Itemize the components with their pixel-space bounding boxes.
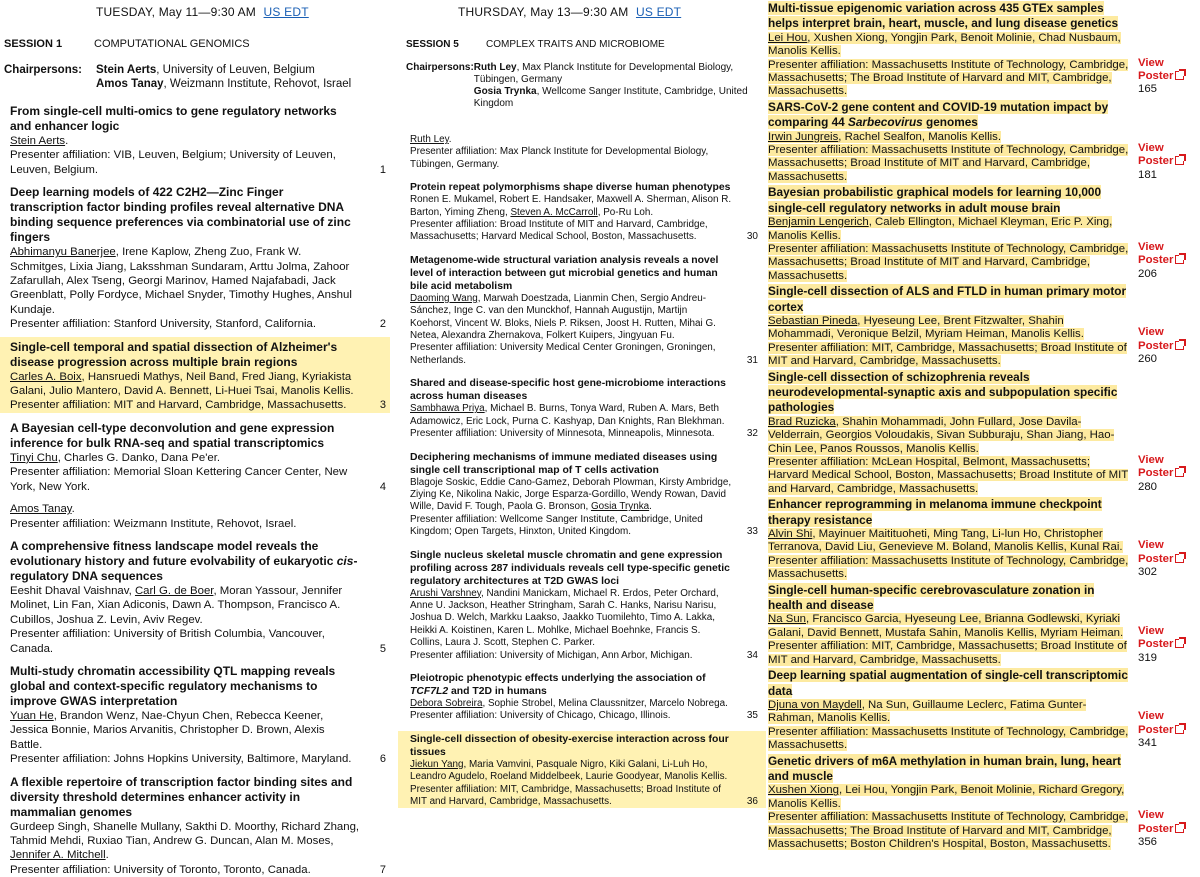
presenter-affiliation: Presenter affiliation: Wellcome Sanger Institute, Cambridge, United Kingdom; Open Targets, Hinxton, United Kingdom. bbox=[410, 513, 703, 538]
abstract-number: 35 bbox=[746, 710, 758, 722]
presenter-affiliation: Presenter affiliation: University of Minnesota, Minneapolis, Minnesota. bbox=[410, 428, 715, 440]
presenter-name: Sebastian Pineda bbox=[768, 314, 858, 327]
session-heading bbox=[406, 39, 766, 50]
poster-label[interactable]: Poster bbox=[1138, 254, 1174, 267]
session-name: COMPLEX TRAITS AND MICROBIOME bbox=[486, 39, 665, 50]
view-poster-link[interactable] bbox=[1138, 142, 1196, 182]
talk-entry-highlighted bbox=[0, 337, 390, 413]
poster-number: 280 bbox=[1138, 480, 1158, 493]
poster-title: Bayesian probabilistic graphical models for learning 10,000 single-cell regulatory networks in adult mouse brain bbox=[768, 185, 1102, 215]
day-header bbox=[0, 0, 390, 20]
session-name: COMPUTATIONAL GENOMICS bbox=[94, 38, 250, 50]
talk-entry bbox=[398, 179, 766, 244]
talk-authors: Jiekun Yang, Maria Vamvini, Pasquale Nigro, Kiki Galani, Li-Luh Ho, Leandro Agudelo, Roeland Middelbeek, Laurie Goodyear, Manolis Kellis. bbox=[410, 758, 728, 783]
chairperson: Stein Aerts, University of Leuven, Belgium bbox=[96, 64, 315, 76]
view-label[interactable]: View bbox=[1138, 539, 1164, 552]
talk-title: Deciphering mechanisms of immune mediated diseases using single cell transcriptional map of T cells activation bbox=[410, 451, 718, 476]
talk-entry bbox=[0, 101, 390, 177]
presenter-name: Djuna von Maydell bbox=[768, 698, 862, 711]
presenter-affiliation: Presenter affiliation: University Medical Center Groningen, Groningen, Netherlands. bbox=[410, 342, 716, 366]
presenter-affiliation: Presenter affiliation: Massachusetts Institute of Technology, Cambridge, Massachusetts. bbox=[768, 554, 1129, 581]
presenter-affiliation: Presenter affiliation: MIT, Cambridge, Massachusetts; Broad Institute of MIT and Harvard, Cambridge, Massachusetts. bbox=[410, 783, 722, 807]
poster-number: 165 bbox=[1138, 83, 1158, 96]
abstract-number: 36 bbox=[746, 796, 758, 807]
presenter-name: Xushen Xiong bbox=[768, 784, 839, 797]
presenter-name: Debora Sobreira bbox=[410, 697, 483, 709]
external-link-icon[interactable] bbox=[1175, 639, 1184, 648]
view-poster-link[interactable] bbox=[1138, 539, 1196, 579]
presenter-affiliation: Presenter affiliation: Weizmann Institute, Rehovot, Israel. bbox=[10, 517, 297, 530]
talk-authors: Arushi Varshney, Nandini Manickam, Michael R. Erdos, Peter Orchard, Anne U. Jackson, Heather Stringham, Sarah C. Hanks, Narisu Narisu, Joshua D. Welch, Markku Laakso, Jaakko Tuomilehto, Timo A. Lakka, Heikki A. Koistinen, Karen L. Mohlke, Michael Boehnke, Francis S. Collins, Laura J. Scott, Stephen C. Parker. bbox=[410, 587, 719, 649]
presenter-name: Gosia Trynka bbox=[590, 501, 650, 513]
talk-authors: Ronen E. Mukamel, Robert E. Handsaker, Maxwell A. Sherman, Alison R. Barton, Yiming Zheng, Steven A. McCarroll, Po-Ru Loh. bbox=[410, 194, 732, 218]
session-number: SESSION 1 bbox=[4, 38, 63, 50]
poster-number: 260 bbox=[1138, 353, 1158, 366]
poster-authors: Benjamin Lengerich, Caleb Ellington, Michael Kleyman, Eric P. Xing, Manolis Kellis. bbox=[768, 216, 1113, 242]
poster-title: Genetic drivers of m6A methylation in human brain, lung, heart and muscle bbox=[768, 753, 1121, 783]
talk-title: Multi-study chromatin accessibility QTL mapping reveals global and context-specific regulatory mechanisms to improve GWAS interpretation bbox=[10, 663, 336, 708]
view-poster-link[interactable] bbox=[1138, 710, 1196, 750]
poster-number: 341 bbox=[1138, 737, 1158, 750]
chairpersons-list bbox=[96, 63, 351, 91]
abstract-number: 30 bbox=[746, 231, 758, 243]
talk-title: A comprehensive fitness landscape model reveals the evolutionary history and future evolvability of eukaryotic cis-regulatory DNA sequences bbox=[10, 538, 358, 583]
poster-authors: Lei Hou, Xushen Xiong, Yongjin Park, Benoit Molinie, Chad Nusbaum, Manolis Kellis. bbox=[768, 31, 1121, 58]
presenter-affiliation: Presenter affiliation: University of Chicago, Chicago, Illinois. bbox=[410, 710, 671, 722]
talk-title: Shared and disease-specific host gene-microbiome interactions across human diseases bbox=[410, 378, 726, 403]
presenter-affiliation: Presenter affiliation: MIT and Harvard, Cambridge, Massachusetts. bbox=[10, 399, 347, 412]
talk-authors: Carles A. Boix, Hansruedi Mathys, Neil Band, Fred Jiang, Kyriakista Galani, Julio Mantero, David A. Bennett, Li-Huei Tsai, Manolis Kellis. bbox=[10, 370, 354, 398]
presenter-name: Tinyi Chu bbox=[10, 451, 58, 464]
abstract-number: 5 bbox=[379, 642, 386, 655]
chairpersons-list bbox=[474, 62, 766, 110]
presenter-affiliation: Presenter affiliation: Broad Institute of MIT and Harvard, Cambridge, Massachusetts; Harvard Medical School, Boston, Massachusetts. bbox=[410, 219, 708, 243]
view-label[interactable]: View bbox=[1138, 454, 1164, 466]
poster-title: Enhancer reprogramming in melanoma immune checkpoint therapy resistance bbox=[768, 497, 1102, 527]
poster-authors: Na Sun, Francisco Garcia, Hyeseung Lee, Brianna Godlewski, Kyriaki Galani, David Bennett, Mustafa Sahin, Manolis Kellis, Myriam Heiman. bbox=[768, 613, 1124, 639]
poster-label[interactable]: Poster bbox=[1138, 723, 1174, 736]
view-label[interactable]: View bbox=[1138, 56, 1164, 69]
presenter-affiliation: Presenter affiliation: Massachusetts Institute of Technology, Cambridge, Massachusetts; Broad Institute of MIT and Harvard, Cambridge, Massachusetts. bbox=[768, 242, 1129, 282]
view-poster-link[interactable] bbox=[1138, 454, 1196, 494]
view-poster-link[interactable] bbox=[1138, 57, 1196, 97]
presenter-name: Steven A. McCarroll bbox=[510, 206, 598, 218]
talk-entry bbox=[398, 375, 766, 440]
talk-authors: Ruth Ley. bbox=[410, 134, 452, 145]
external-link-icon[interactable] bbox=[1175, 71, 1184, 80]
presenter-name: Abhimanyu Banerjee bbox=[10, 246, 116, 259]
abstract-number: 1 bbox=[379, 163, 386, 176]
talk-list bbox=[398, 132, 766, 808]
presenter-name: Daoming Wang bbox=[410, 292, 478, 304]
presenter-affiliation: Presenter affiliation: MIT, Cambridge, Massachusetts; Broad Institute of MIT and Harvard, Cambridge, Massachusetts. bbox=[768, 640, 1127, 666]
poster-number: 319 bbox=[1138, 651, 1158, 664]
presenter-affiliation: Presenter affiliation: Johns Hopkins University, Baltimore, Maryland. bbox=[10, 753, 352, 766]
poster-entry bbox=[766, 496, 1200, 581]
poster-title: Single-cell human-specific cerebrovasculature zonation in health and disease bbox=[768, 582, 1095, 613]
chairpersons-label: Chairpersons: bbox=[4, 64, 82, 76]
poster-label[interactable]: Poster bbox=[1138, 70, 1174, 83]
external-link-icon[interactable] bbox=[1175, 341, 1184, 350]
talk-title: From single-cell multi-omics to gene regulatory networks and enhancer logic bbox=[10, 104, 337, 133]
presenter-name: Arushi Varshney bbox=[410, 587, 481, 599]
talk-title: Single nucleus skeletal muscle chromatin and gene expression profiling across 287 individuals reveals cell type-specific genetic regulatory architectures at T2D GWAS loci bbox=[410, 549, 730, 587]
presenter-affiliation: Presenter affiliation: Stanford University, Stanford, California. bbox=[10, 318, 317, 331]
presenter-name: Carles A. Boix bbox=[10, 370, 82, 383]
presenter-name: Carl G. de Boer bbox=[134, 584, 214, 597]
view-label[interactable]: View bbox=[1138, 240, 1164, 253]
thursday-session-column bbox=[398, 0, 766, 815]
talk-entry-highlighted bbox=[398, 731, 766, 809]
poster-authors: Djuna von Maydell, Na Sun, Guillaume Leclerc, Fatima Gunter-Rahman, Manolis Kellis. bbox=[768, 698, 1087, 725]
view-label[interactable]: View bbox=[1138, 142, 1164, 155]
chair-talk-entry bbox=[398, 132, 766, 171]
external-link-icon[interactable] bbox=[1175, 824, 1184, 833]
presenter-affiliation: Presenter affiliation: VIB, Leuven, Belgium; University of Leuven, Leuven, Belgium. bbox=[10, 149, 336, 176]
poster-entry bbox=[766, 753, 1200, 852]
presenter-name: Sambhawa Priya bbox=[410, 403, 485, 415]
timezone-link[interactable]: US EDT bbox=[635, 5, 682, 19]
chairperson: Amos Tanay, Weizmann Institute, Rehovot, Israel bbox=[96, 78, 352, 90]
poster-authors: Brad Ruzicka, Shahin Mohammadi, John Fullard, Jose Davila-Velderrain, Georgios Voloudakis, Sivan Subburaju, Shan Jiang, Hao-Chin Lee, Panos Roussos, Manolis Kellis. bbox=[768, 415, 1115, 455]
presenter-affiliation: Presenter affiliation: Massachusetts Institute of Technology, Cambridge, Massachusetts; The Broad Institute of Harvard and MIT, Cambridge, Massachusetts; Boston Children's Hospital, Boston, Massachusetts. bbox=[768, 811, 1129, 850]
talk-entry bbox=[0, 418, 390, 494]
abstract-number: 34 bbox=[746, 649, 758, 661]
talk-title: Protein repeat polymorphisms shape diverse human phenotypes bbox=[410, 182, 731, 194]
view-label[interactable]: View bbox=[1138, 326, 1164, 339]
talk-authors: Blagoje Soskic, Eddie Cano-Gamez, Deborah Plowman, Kirsty Ambridge, Ziying Ke, Nikolina Nakic, Jorge Esparza-Gordillo, Wendy Rowan, David Wille, David F. Tough, Paola G. Bronson, Gosia Trynka. bbox=[410, 476, 732, 513]
presenter-name: Lei Hou bbox=[768, 31, 808, 44]
talk-title: Metagenome-wide structural variation analysis reveals a novel level of interaction between gut microbial genetics and human bile acid metabolism bbox=[410, 254, 719, 292]
presenter-affiliation: Presenter affiliation: McLean Hospital, Belmont, Massachusetts; Harvard Medical School, Boston, Massachusetts; Broad Institute of MIT and Harvard, Cambridge, Massachusetts. bbox=[768, 456, 1129, 495]
external-link-icon[interactable] bbox=[1175, 255, 1184, 264]
presenter-name: Brad Ruzicka bbox=[768, 415, 836, 428]
poster-entry bbox=[766, 283, 1200, 368]
abstract-number: 32 bbox=[746, 428, 758, 440]
chairpersons-label: Chairpersons: bbox=[406, 62, 474, 73]
chairperson: Ruth Ley, Max Planck Institute for Developmental Biology, Tübingen, Germany bbox=[473, 62, 734, 85]
talk-entry bbox=[398, 670, 766, 723]
talk-title: Pleiotropic phenotypic effects underlying the association of TCF7L2 and T2D in humans bbox=[410, 672, 706, 697]
presenter-affiliation: Presenter affiliation: Max Planck Institute for Developmental Biology, Tübingen, Germany. bbox=[410, 146, 709, 170]
abstract-number: 31 bbox=[746, 354, 758, 366]
presenter-name: Benjamin Lengerich bbox=[768, 216, 869, 229]
presenter-affiliation: Presenter affiliation: MIT, Cambridge, Massachusetts; Broad Institute of MIT and Harvard, Cambridge, Massachusetts. bbox=[768, 341, 1127, 368]
presenter-name: Jiekun Yang bbox=[410, 758, 464, 770]
presenter-affiliation: Presenter affiliation: Memorial Sloan Kettering Cancer Center, New York, New York. bbox=[10, 466, 348, 493]
presenter-name: Stein Aerts bbox=[10, 135, 66, 147]
talk-authors: Debora Sobreira, Sophie Strobel, Melina Claussnitzer, Marcelo Nobrega. bbox=[410, 697, 728, 709]
presenter-name: Jennifer A. Mitchell bbox=[10, 849, 106, 862]
poster-title: Multi-tissue epigenomic variation across 435 GTEx samples helps interpret brain, heart, muscle, and lung disease genetics bbox=[768, 1, 1119, 31]
talk-title: A Bayesian cell-type deconvolution and gene expression inference for bulk RNA-seq and spatial transcriptomics bbox=[10, 420, 335, 450]
talk-title: Single-cell temporal and spatial dissection of Alzheimer's disease progression across multiple brain regions bbox=[10, 339, 338, 369]
view-poster-link[interactable] bbox=[1138, 625, 1196, 665]
poster-entry bbox=[766, 582, 1200, 667]
abstract-number: 3 bbox=[379, 399, 386, 412]
talk-authors: Sambhawa Priya, Michael B. Burns, Tonya Ward, Ruben A. Mars, Beth Adamowicz, Eric Lock, Purna C. Kashyap, Dan Knights, Ran Blekhman. bbox=[410, 403, 725, 427]
poster-list bbox=[766, 0, 1200, 851]
day-date: THURSDAY, May 13—9:30 AM bbox=[458, 5, 629, 19]
presenter-affiliation: Presenter affiliation: University of Toronto, Toronto, Canada. bbox=[10, 863, 311, 876]
poster-number: 181 bbox=[1138, 168, 1158, 181]
abstract-number: 4 bbox=[379, 480, 386, 493]
poster-authors: Xushen Xiong, Lei Hou, Yongjin Park, Benoit Molinie, Richard Gregory, Manolis Kellis. bbox=[768, 784, 1125, 810]
talk-entry bbox=[0, 182, 390, 331]
chairpersons bbox=[4, 63, 390, 91]
chairpersons bbox=[406, 62, 766, 110]
talk-authors: Stein Aerts. bbox=[10, 135, 69, 147]
talk-entry bbox=[398, 449, 766, 539]
talk-entry bbox=[0, 772, 390, 877]
talk-title: Single-cell dissection of obesity-exercise interaction across four tissues bbox=[410, 733, 729, 758]
talk-entry bbox=[398, 252, 766, 367]
session-heading bbox=[4, 38, 390, 50]
external-link-icon[interactable] bbox=[1175, 725, 1184, 734]
abstract-number: 6 bbox=[379, 753, 386, 766]
presenter-name: Ruth Ley bbox=[410, 134, 449, 145]
poster-authors: Alvin Shi, Mayinuer Maitituoheti, Ming Tang, Li-lun Ho, Christopher Terranova, David Liu, Genevieve M. Boland, Manolis Kellis, Kunal Rai. bbox=[768, 528, 1123, 554]
poster-authors: Irwin Jungreis, Rachel Sealfon, Manolis Kellis. bbox=[768, 130, 1001, 143]
poster-entry bbox=[766, 184, 1200, 283]
session-number: SESSION 5 bbox=[406, 39, 459, 50]
poster-number: 302 bbox=[1138, 566, 1158, 579]
poster-label[interactable]: Poster bbox=[1138, 552, 1174, 565]
poster-entry bbox=[766, 667, 1200, 752]
view-poster-link[interactable] bbox=[1138, 326, 1196, 366]
poster-title: Deep learning spatial augmentation of single-cell transcriptomic data bbox=[768, 668, 1128, 698]
abstract-number: 2 bbox=[379, 318, 386, 331]
chair-talk-entry bbox=[0, 499, 390, 531]
poster-highlights-column bbox=[766, 0, 1200, 850]
talk-authors: Eeshit Dhaval Vaishnav, Carl G. de Boer, Moran Yassour, Jennifer Molinet, Lin Fan, Xian Adiconis, Dawn A. Thompson, Francisco A. Cubillos, Joshua Z. Levin, Aviv Regev. bbox=[10, 584, 343, 626]
poster-authors: Sebastian Pineda, Hyeseung Lee, Brent Fitzwalter, Shahin Mohammadi, Veronique Belzil, Myriam Heiman, Manolis Kellis. bbox=[768, 314, 1084, 341]
view-label[interactable]: View bbox=[1138, 809, 1164, 822]
poster-label[interactable]: Poster bbox=[1138, 467, 1174, 480]
poster-entry bbox=[766, 369, 1200, 497]
poster-title: Single-cell dissection of ALS and FTLD in human primary motor cortex bbox=[768, 284, 1127, 314]
view-poster-link[interactable] bbox=[1138, 809, 1196, 849]
presenter-name: Na Sun bbox=[768, 613, 806, 626]
external-link-icon[interactable] bbox=[1175, 156, 1184, 165]
day-header bbox=[398, 0, 766, 20]
presenter-affiliation: Presenter affiliation: Massachusetts Institute of Technology, Cambridge, Massachusetts; The Broad Institute of Harvard and MIT, Cambridge, Massachusetts. bbox=[768, 58, 1129, 98]
poster-label[interactable]: Poster bbox=[1138, 339, 1174, 352]
abstract-number: 7 bbox=[379, 863, 386, 876]
timezone-link[interactable]: US EDT bbox=[263, 5, 309, 19]
presenter-affiliation: Presenter affiliation: University of Michigan, Ann Arbor, Michigan. bbox=[410, 649, 693, 661]
talk-authors: Gurdeep Singh, Shanelle Mullany, Sakthi D. Moorthy, Richard Zhang, Tahmid Mehdi, Ruxiao Tian, Andrew G. Duncan, Alan M. Moses, Jennifer A. Mitchell. bbox=[10, 820, 360, 862]
abstract-number: 33 bbox=[746, 526, 758, 538]
talk-entry bbox=[398, 547, 766, 662]
chairperson: Gosia Trynka, Wellcome Sanger Institute, Cambridge, United Kingdom bbox=[473, 86, 748, 109]
poster-number: 356 bbox=[1138, 835, 1158, 848]
talk-entry bbox=[0, 536, 390, 656]
talk-title: A flexible repertoire of transcription factor binding sites and diversity threshold determines enhancer activity in mammalian genomes bbox=[10, 774, 353, 819]
view-label[interactable]: View bbox=[1138, 624, 1164, 637]
talk-authors: Daoming Wang, Marwah Doestzada, Lianmin Chen, Sergio Andreu-Sánchez, Inge C. van den Munckhof, Hannah Augustijn, Martijn Koehorst, Vincent W. Bloks, Niels P. Riksen, Joost H. Rutten, Mihai G. Netea, Alexandra Zhernakova, Folkert Kuipers, Jingyuan Fu. bbox=[410, 292, 716, 342]
presenter-affiliation: Presenter affiliation: Massachusetts Institute of Technology, Cambridge, Massachusetts. bbox=[768, 725, 1129, 752]
presenter-name: Yuan He bbox=[10, 709, 54, 722]
talk-list bbox=[0, 101, 390, 877]
tuesday-session-column bbox=[0, 0, 390, 876]
poster-title: SARS-CoV-2 gene content and COVID-19 mutation impact by comparing 44 Sarbecovirus genomes bbox=[768, 99, 1109, 130]
poster-label[interactable]: Poster bbox=[1138, 638, 1174, 651]
talk-authors: Tinyi Chu, Charles G. Danko, Dana Pe'er. bbox=[10, 451, 221, 464]
poster-label[interactable]: Poster bbox=[1138, 822, 1174, 835]
talk-authors: Amos Tanay. bbox=[10, 503, 75, 516]
talk-entry bbox=[0, 661, 390, 767]
presenter-affiliation: Presenter affiliation: Massachusetts Institute of Technology, Cambridge, Massachusetts; Broad Institute of MIT and Harvard, Cambridge, Massachusetts. bbox=[768, 144, 1129, 183]
external-link-icon[interactable] bbox=[1175, 468, 1184, 477]
external-link-icon[interactable] bbox=[1175, 554, 1184, 563]
presenter-name: Irwin Jungreis bbox=[768, 130, 839, 143]
poster-number: 206 bbox=[1138, 267, 1158, 280]
presenter-name: Alvin Shi bbox=[768, 528, 813, 541]
poster-entry bbox=[766, 99, 1200, 184]
talk-authors: Yuan He, Brandon Wenz, Nae-Chyun Chen, Rebecca Keener, Jessica Bonnie, Marios Arvanitis, Christopher D. Brown, Alexis Battle. bbox=[10, 709, 325, 751]
presenter-name: Amos Tanay bbox=[10, 503, 72, 516]
view-label[interactable]: View bbox=[1138, 710, 1164, 723]
poster-title: Single-cell dissection of schizophrenia reveals neurodevelopmental-synaptic axis and subpopulation specific pathologies bbox=[768, 369, 1118, 415]
poster-label[interactable]: Poster bbox=[1138, 155, 1174, 168]
talk-title: Deep learning models of 422 C2H2—Zinc Finger transcription factor binding profiles reveal alternative DNA binding sequence preferences via combinatorial use of zinc fingers bbox=[10, 185, 351, 245]
presenter-affiliation: Presenter affiliation: University of British Columbia, Vancouver, Canada. bbox=[10, 628, 325, 655]
talk-authors: Abhimanyu Banerjee, Irene Kaplow, Zheng Zuo, Frank W. Schmitges, Lixia Jiang, Laksshman Sundaram, Arttu Jolma, Zahoor Zafarullah, Alex Tseng, Georgi Marinov, Hamed Najafabadi, Jack Greenblatt, Polly Fordyce, Michael Snyder, Timothy Hughes, Anshul Kundaje. bbox=[10, 246, 352, 316]
day-date: TUESDAY, May 11—9:30 AM bbox=[96, 5, 256, 19]
poster-entry bbox=[766, 0, 1200, 99]
view-poster-link[interactable] bbox=[1138, 241, 1196, 281]
